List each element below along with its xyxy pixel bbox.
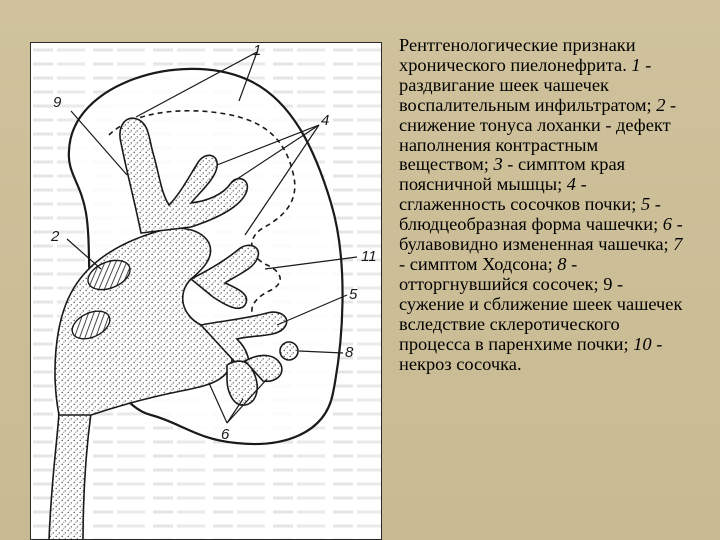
caption-text: - снижение тонуса лоханки - дефект наполнения контрастным веществом; <box>399 94 677 175</box>
callout-6: 6 <box>221 426 230 443</box>
callout-11: 11 <box>361 248 377 265</box>
callout-1: 1 <box>253 42 262 59</box>
caption-number: 2 <box>656 94 666 115</box>
caption-text: - булавовидно измененная чашечка; <box>399 214 683 255</box>
callout-8: 8 <box>345 344 354 361</box>
callout-9: 9 <box>53 94 62 111</box>
caption-number: 4 <box>566 174 576 195</box>
caption-text: Рентгенологические признаки хронического пиелонефрита. <box>399 35 636 75</box>
kidney-figure <box>30 42 382 540</box>
callout-4: 4 <box>321 112 330 129</box>
caption-text: - отторгнувшийся сосочек; 9 - сужение и сближение шеек чашечек вследствие склеротического процесса в паренхиме почки; <box>399 253 683 354</box>
caption-number: 1 <box>631 54 641 75</box>
caption-number: 5 <box>640 194 651 215</box>
callout-5: 5 <box>349 286 358 303</box>
caption-text: - раздвигание шеек чашечек воспалительным инфильтратом; <box>399 54 657 115</box>
figure-caption <box>399 36 689 374</box>
caption-text: - симптом края поясничной мышцы; <box>399 154 626 195</box>
caption-number: 10 <box>633 333 652 354</box>
caption-number: 3 <box>493 154 503 175</box>
caption-number: 7 <box>673 234 683 255</box>
caption-text: - сглаженность сосочков почки; <box>399 174 641 215</box>
callout-2: 2 <box>51 228 60 245</box>
caption-number: 8 <box>557 253 567 274</box>
caption-number: 6 <box>662 214 672 235</box>
caption-text: - блюдцеобразная форма чашечки; <box>399 194 663 235</box>
caption-text: - симптом Ходсона; <box>399 253 558 274</box>
caption-text: - некроз сосочка. <box>399 333 663 374</box>
sloughed-papilla <box>280 342 298 360</box>
kidney-diagram <box>31 43 382 540</box>
